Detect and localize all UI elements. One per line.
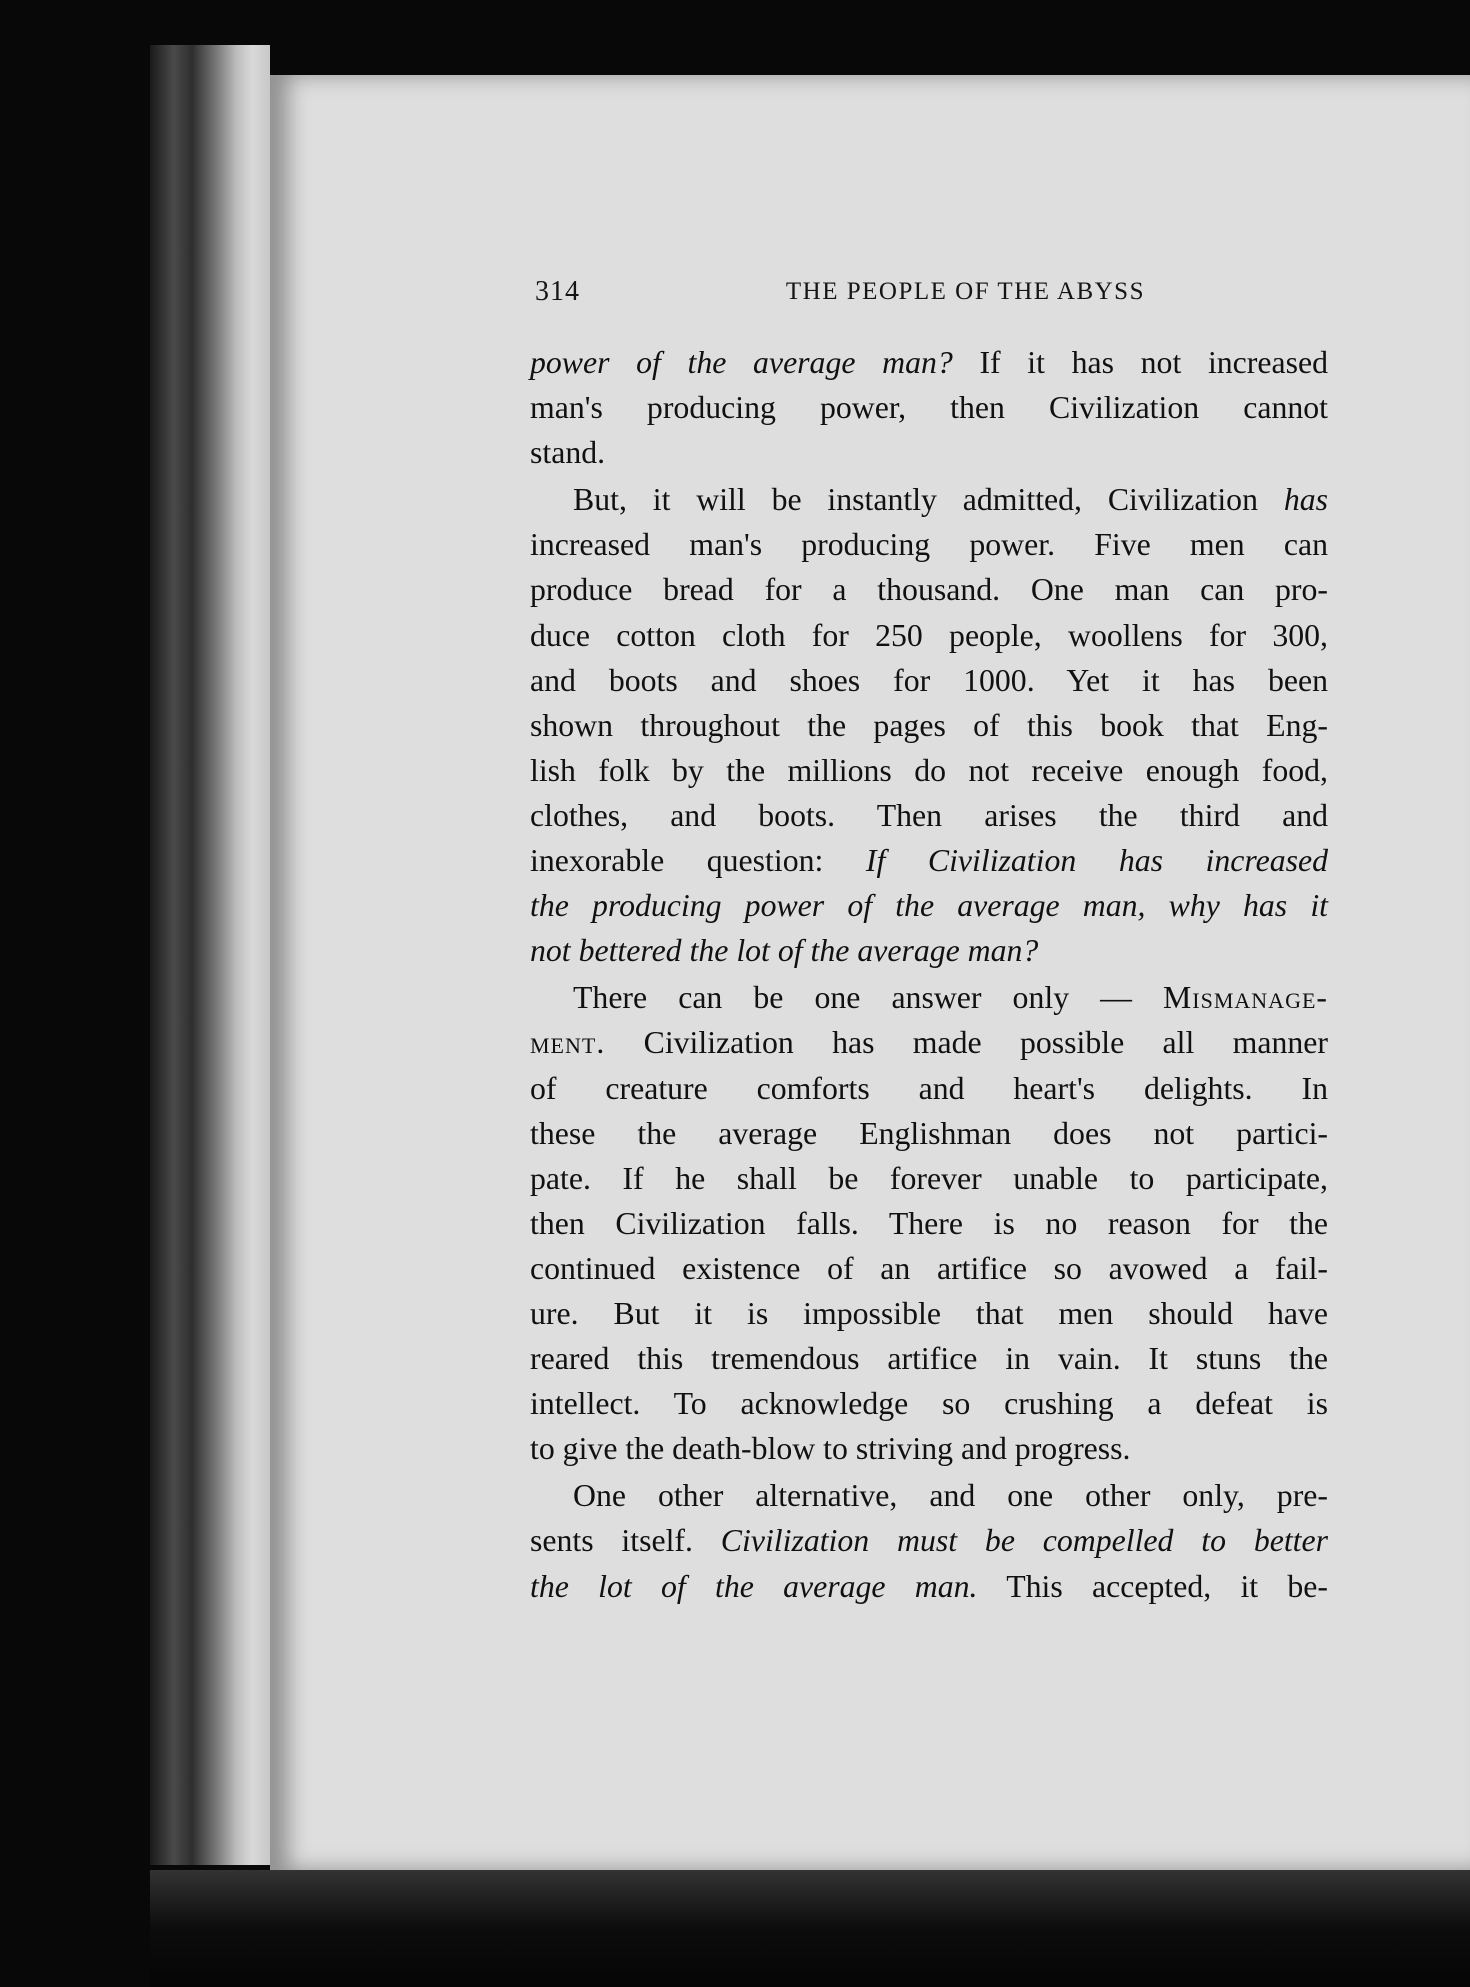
text-segment: of creature comforts and heart's delights. In [530, 1070, 1328, 1106]
text-line [530, 703, 1328, 748]
text-line [530, 613, 1328, 658]
small-caps-text: Mismanage- [1163, 980, 1328, 1016]
text-line [530, 1066, 1328, 1111]
text-segment: shown throughout the pages of this book that Eng- [530, 707, 1328, 743]
text-line [530, 522, 1328, 567]
text-line [530, 1291, 1328, 1336]
text-segment: reared this tremendous artifice in vain. It stuns the [530, 1341, 1328, 1377]
text-segment: increased man's producing power. Five men can [530, 527, 1328, 563]
text-segment: man's producing power, then Civilization cannot [530, 390, 1328, 426]
text-line [530, 1473, 1328, 1518]
text-segment: these the average Englishman does not partici- [530, 1115, 1328, 1151]
text-line [530, 567, 1328, 612]
text-line [530, 658, 1328, 703]
text-line [530, 1020, 1328, 1065]
text-segment: If it has not increased [952, 345, 1328, 380]
text-segment: One other alternative, and one other only, pre- [573, 1478, 1328, 1514]
small-caps-text: ment. [530, 1025, 606, 1061]
text-line [530, 1156, 1328, 1201]
text-line [530, 340, 1328, 385]
text-line [530, 883, 1328, 928]
italic-text: not bettered the lot of the average man? [530, 933, 1039, 969]
text-segment: ure. But it is impossible that men should have [530, 1295, 1328, 1331]
text-segment: continued existence of an artifice so avowed a fail- [530, 1250, 1328, 1286]
page-bottom-shadow [150, 1870, 1470, 1987]
text-line [530, 385, 1328, 430]
running-title: THE PEOPLE OF THE ABYSS [785, 278, 1145, 305]
text-segment: to give the death-blow to striving and progress. [530, 1431, 1131, 1467]
text-segment: But, it will be instantly admitted, Civilization [573, 482, 1284, 518]
text-line [530, 1111, 1328, 1156]
text-segment: There can be one answer only — [573, 980, 1164, 1016]
text-segment: clothes, and boots. Then arises the third and [530, 797, 1328, 833]
text-line [530, 1336, 1328, 1381]
text-line [530, 928, 1328, 973]
text-segment: produce bread for a thousand. One man can pro- [530, 572, 1328, 608]
text-line [530, 1246, 1328, 1291]
text-line [530, 748, 1328, 793]
text-segment: duce cotton cloth for 250 people, woollens for 300, [530, 617, 1328, 653]
text-line [530, 838, 1328, 883]
text-segment: lish folk by the millions do not receive enough food, [530, 752, 1328, 788]
text-line [530, 1381, 1328, 1426]
text-line [530, 975, 1328, 1020]
text-segment: Civilization has made possible all manner [605, 1025, 1328, 1061]
book-page-edges [150, 45, 270, 1865]
text-segment: and boots and shoes for 1000. Yet it has been [530, 662, 1328, 698]
text-segment: inexorable question: [530, 843, 866, 879]
italic-text: Civilization must be compelled to better [720, 1523, 1328, 1559]
text-line [530, 1201, 1328, 1246]
text-segment: stand. [530, 435, 606, 471]
text-line [530, 793, 1328, 838]
text-line [530, 430, 1328, 475]
text-segment: intellect. To acknowledge so crushing a defeat is [530, 1386, 1328, 1422]
text-segment: This accepted, it be- [977, 1568, 1329, 1604]
page-header [535, 276, 1145, 316]
italic-text: the producing power of the average man, why has it [530, 888, 1328, 924]
body-text [530, 340, 1328, 1609]
italic-text: If Civilization has increased [865, 843, 1328, 879]
page-number: 314 [535, 276, 580, 307]
text-line [530, 477, 1328, 522]
text-line [530, 1564, 1328, 1609]
text-line [530, 1518, 1328, 1563]
text-line [530, 1426, 1328, 1471]
italic-text: power of the average man? [530, 345, 953, 380]
text-segment: sents itself. [530, 1523, 721, 1559]
text-segment: pate. If he shall be forever unable to participate, [530, 1160, 1328, 1196]
text-segment: then Civilization falls. There is no reason for the [530, 1205, 1328, 1241]
italic-text: the lot of the average man. [530, 1568, 978, 1604]
italic-text: has [1283, 482, 1328, 518]
